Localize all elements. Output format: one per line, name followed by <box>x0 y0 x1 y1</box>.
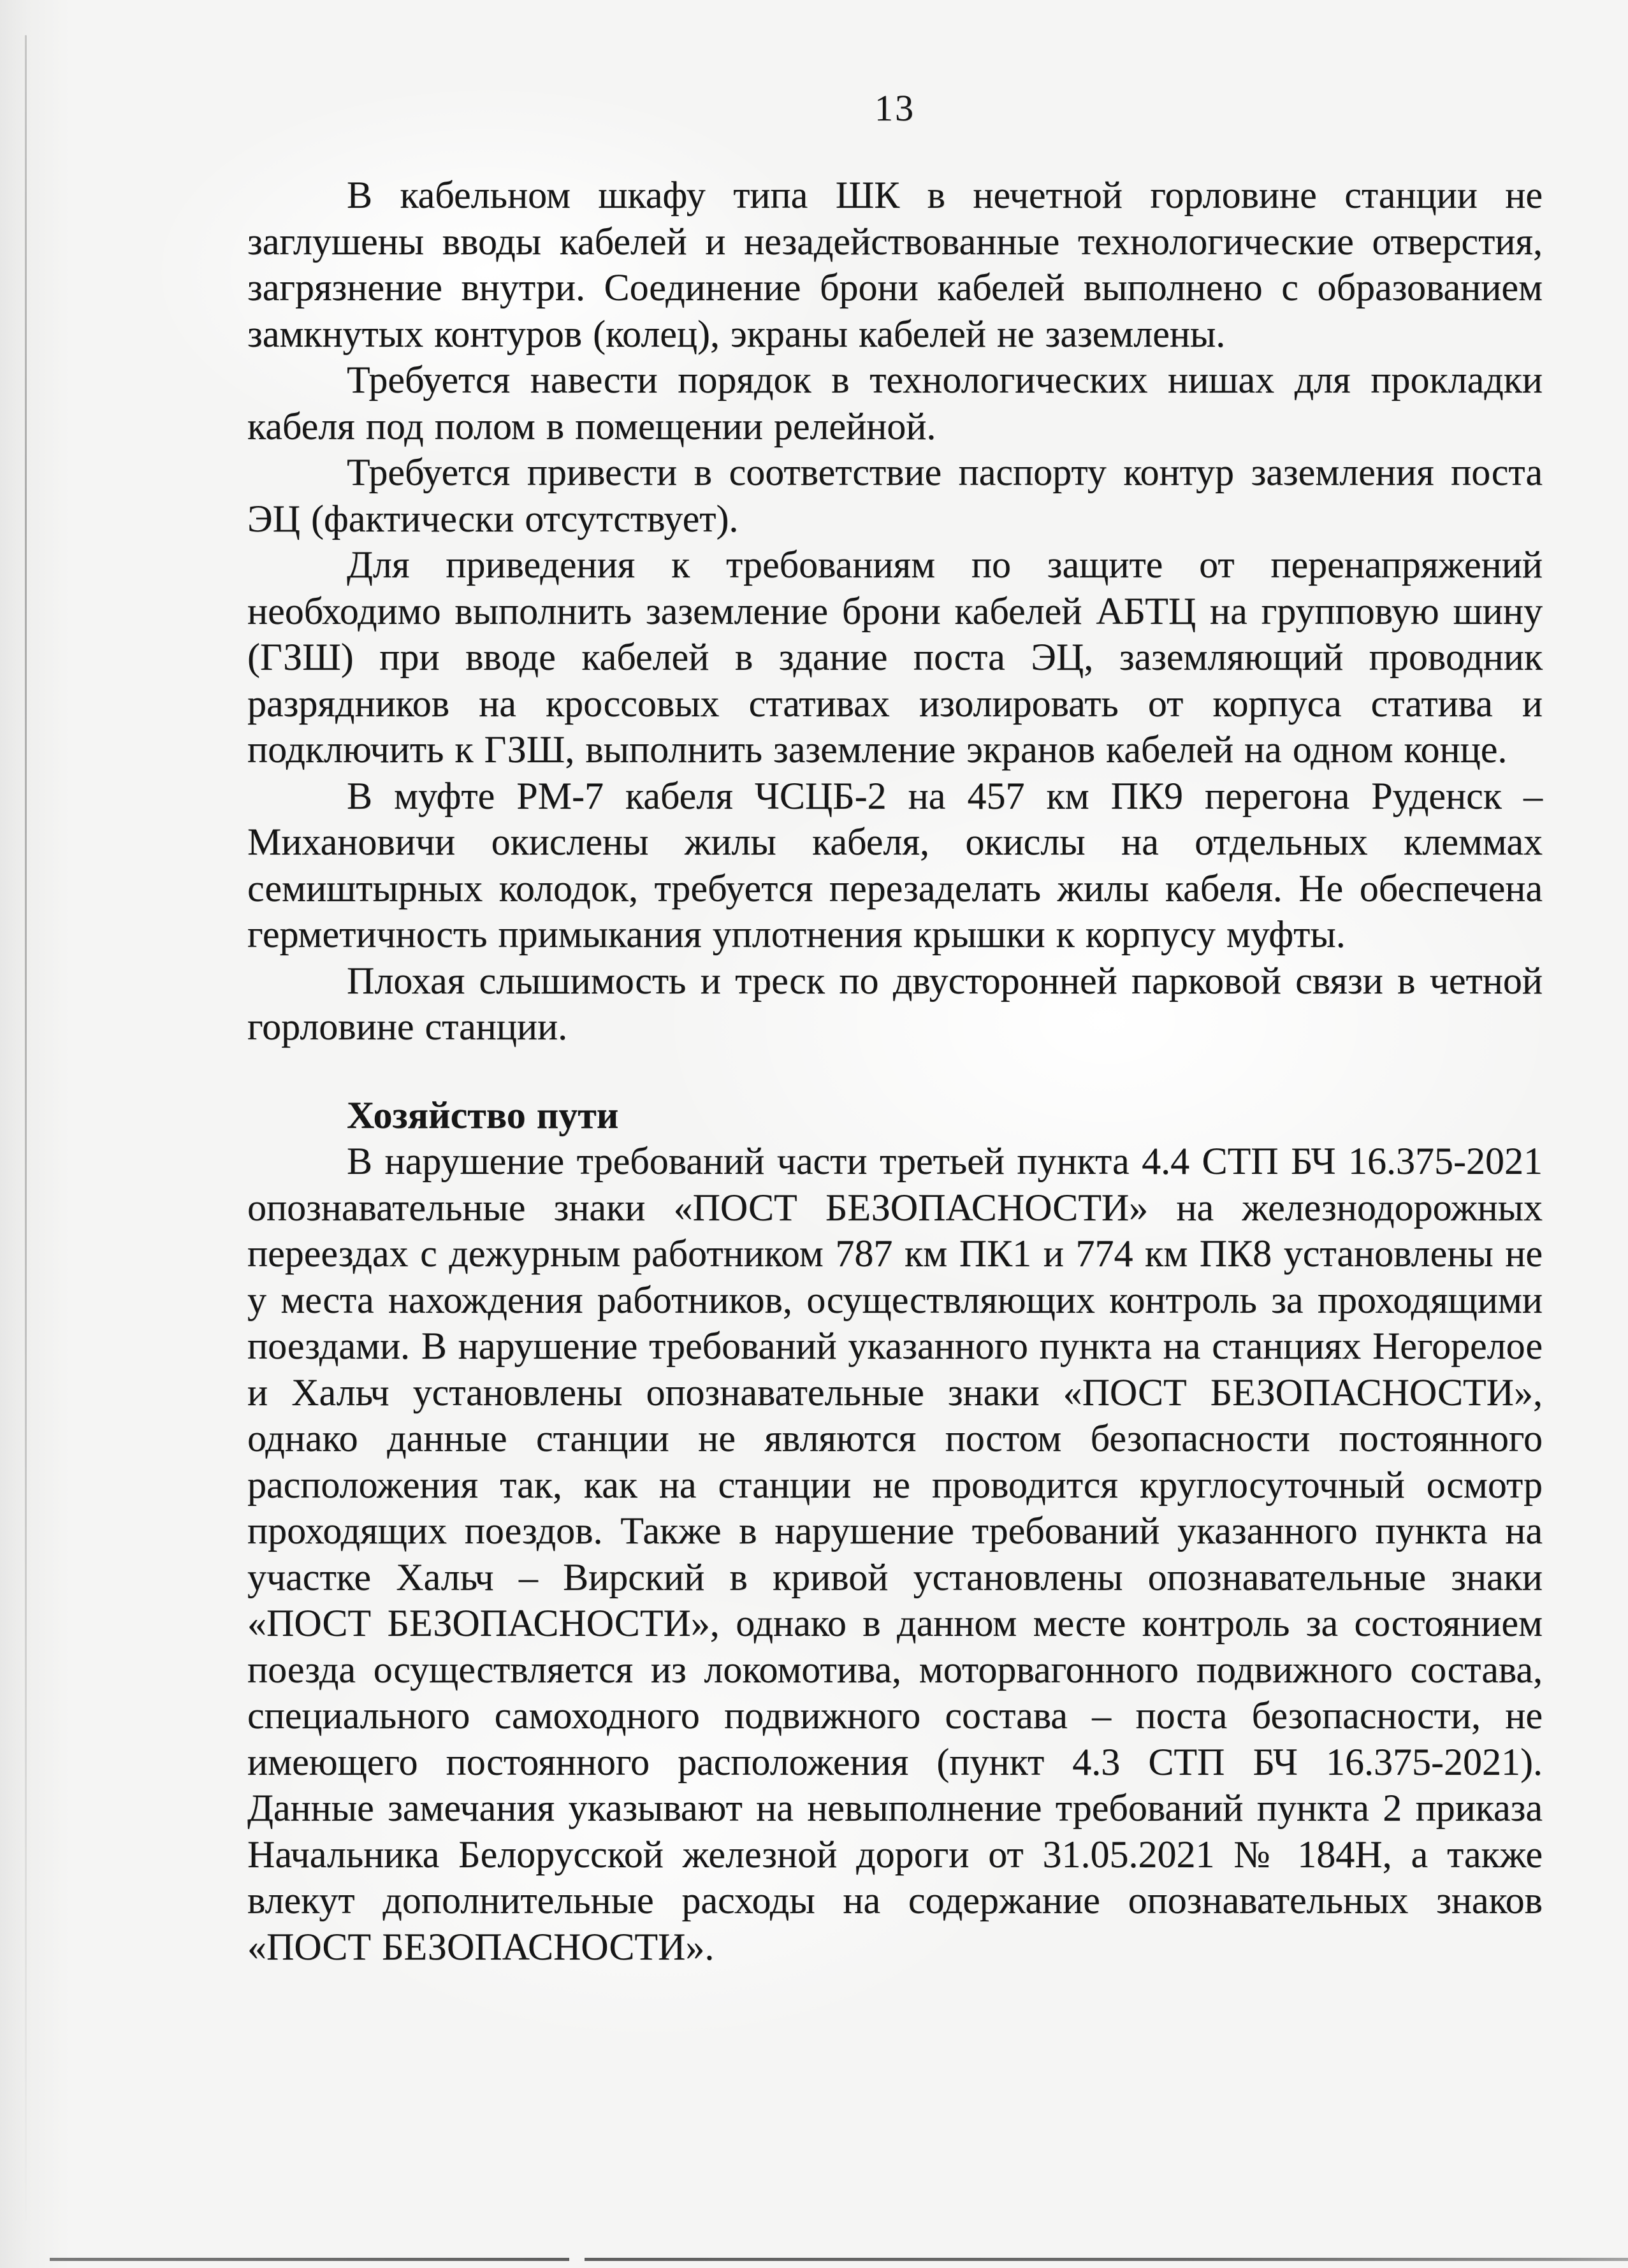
paragraph-overvoltage-protection: Для приведения к требованиям по защите от перенапряжений необходимо выполнить заземление брони кабелей АБТЦ на групповую шину (ГЗШ) при вводе кабелей в здание поста ЭЦ, заземляющий проводник разрядников на кроссовых стативах изолировать от корпуса статива и подключить к ГЗШ, выполнить заземление экранов кабелей на одном конце. <box>247 544 1543 770</box>
paragraph-park-communication: Плохая слышимость и треск по двусторонней парковой связи в четной горловине станции. <box>247 959 1543 1048</box>
scan-bottom-line-right <box>585 2258 1628 2261</box>
page-number: 13 <box>875 87 915 129</box>
paragraph-grounding-passport: Требуется привести в соответствие паспорту контур заземления поста ЭЦ (фактически отсутствует). <box>247 451 1543 540</box>
paragraph-safety-post-signs: В нарушение требований части третьей пункта 4.4 СТП БЧ 16.375-2021 опознавательные знаки «ПОСТ БЕЗОПАСНОСТИ» на железнодорожных переездах с дежурным работником 787 км ПК1 и 774 км ПК8 установлены не у места нахождения работников, осуществляющих контроль за проходящими поездами. В нарушение требований указанного пункта на станциях Негорелое и Хальч установлены опознавательные знаки «ПОСТ БЕЗОПАСНОСТИ», однако данные станции не являются постом безопасности постоянного расположения так, как на станции не проводится круглосуточный осмотр проходящих поездов. Также в нарушение требований указанного пункта на участке Хальч – Вирский в кривой установлены опознавательные знаки «ПОСТ БЕЗОПАСНОСТИ», однако в данном месте контроль за состоянием поезда осуществляется из локомотива, моторвагонного подвижного состава, специального самоходного подвижного состава – поста безопасности, не имеющего постоянного расположения (пункт 4.3 СТП БЧ 16.375-2021). Данные замечания указывают на невыполнение требований пункта 2 приказа Начальника Белорусской железной дороги от 31.05.2021 № 184Н, а также влекут дополнительные расходы на содержание опознавательных знаков «ПОСТ БЕЗОПАСНОСТИ». <box>247 1140 1543 1968</box>
section-heading-track-facilities: Хозяйство пути <box>347 1094 619 1136</box>
scan-left-edge-line <box>25 35 27 2221</box>
document-body <box>247 172 1543 1970</box>
scan-left-edge-shadow <box>0 0 70 2268</box>
scan-bottom-line-left <box>50 2258 569 2261</box>
paragraph-tech-niches: Требуется навести порядок в технологических нишах для прокладки кабеля под полом в помещении релейной. <box>247 359 1543 447</box>
paragraph-coupling-rm7: В муфте РМ-7 кабеля ЧСЦБ-2 на 457 км ПК9 перегона Руденск – Михановичи окислены жилы кабеля, окислы на отдельных клеммах семиштырных колодок, требуется перезаделать жилы кабеля. Не обеспечена герметичность примыкания уплотнения крышки к корпусу муфты. <box>247 774 1543 955</box>
paragraph-cable-cabinet: В кабельном шкафу типа ШК в нечетной горловине станции не заглушены вводы кабелей и незадействованные технологические отверстия, загрязнение внутри. Соединение брони кабелей выполнено с образованием замкнутых контуров (колец), экраны кабелей не заземлены. <box>247 174 1543 355</box>
